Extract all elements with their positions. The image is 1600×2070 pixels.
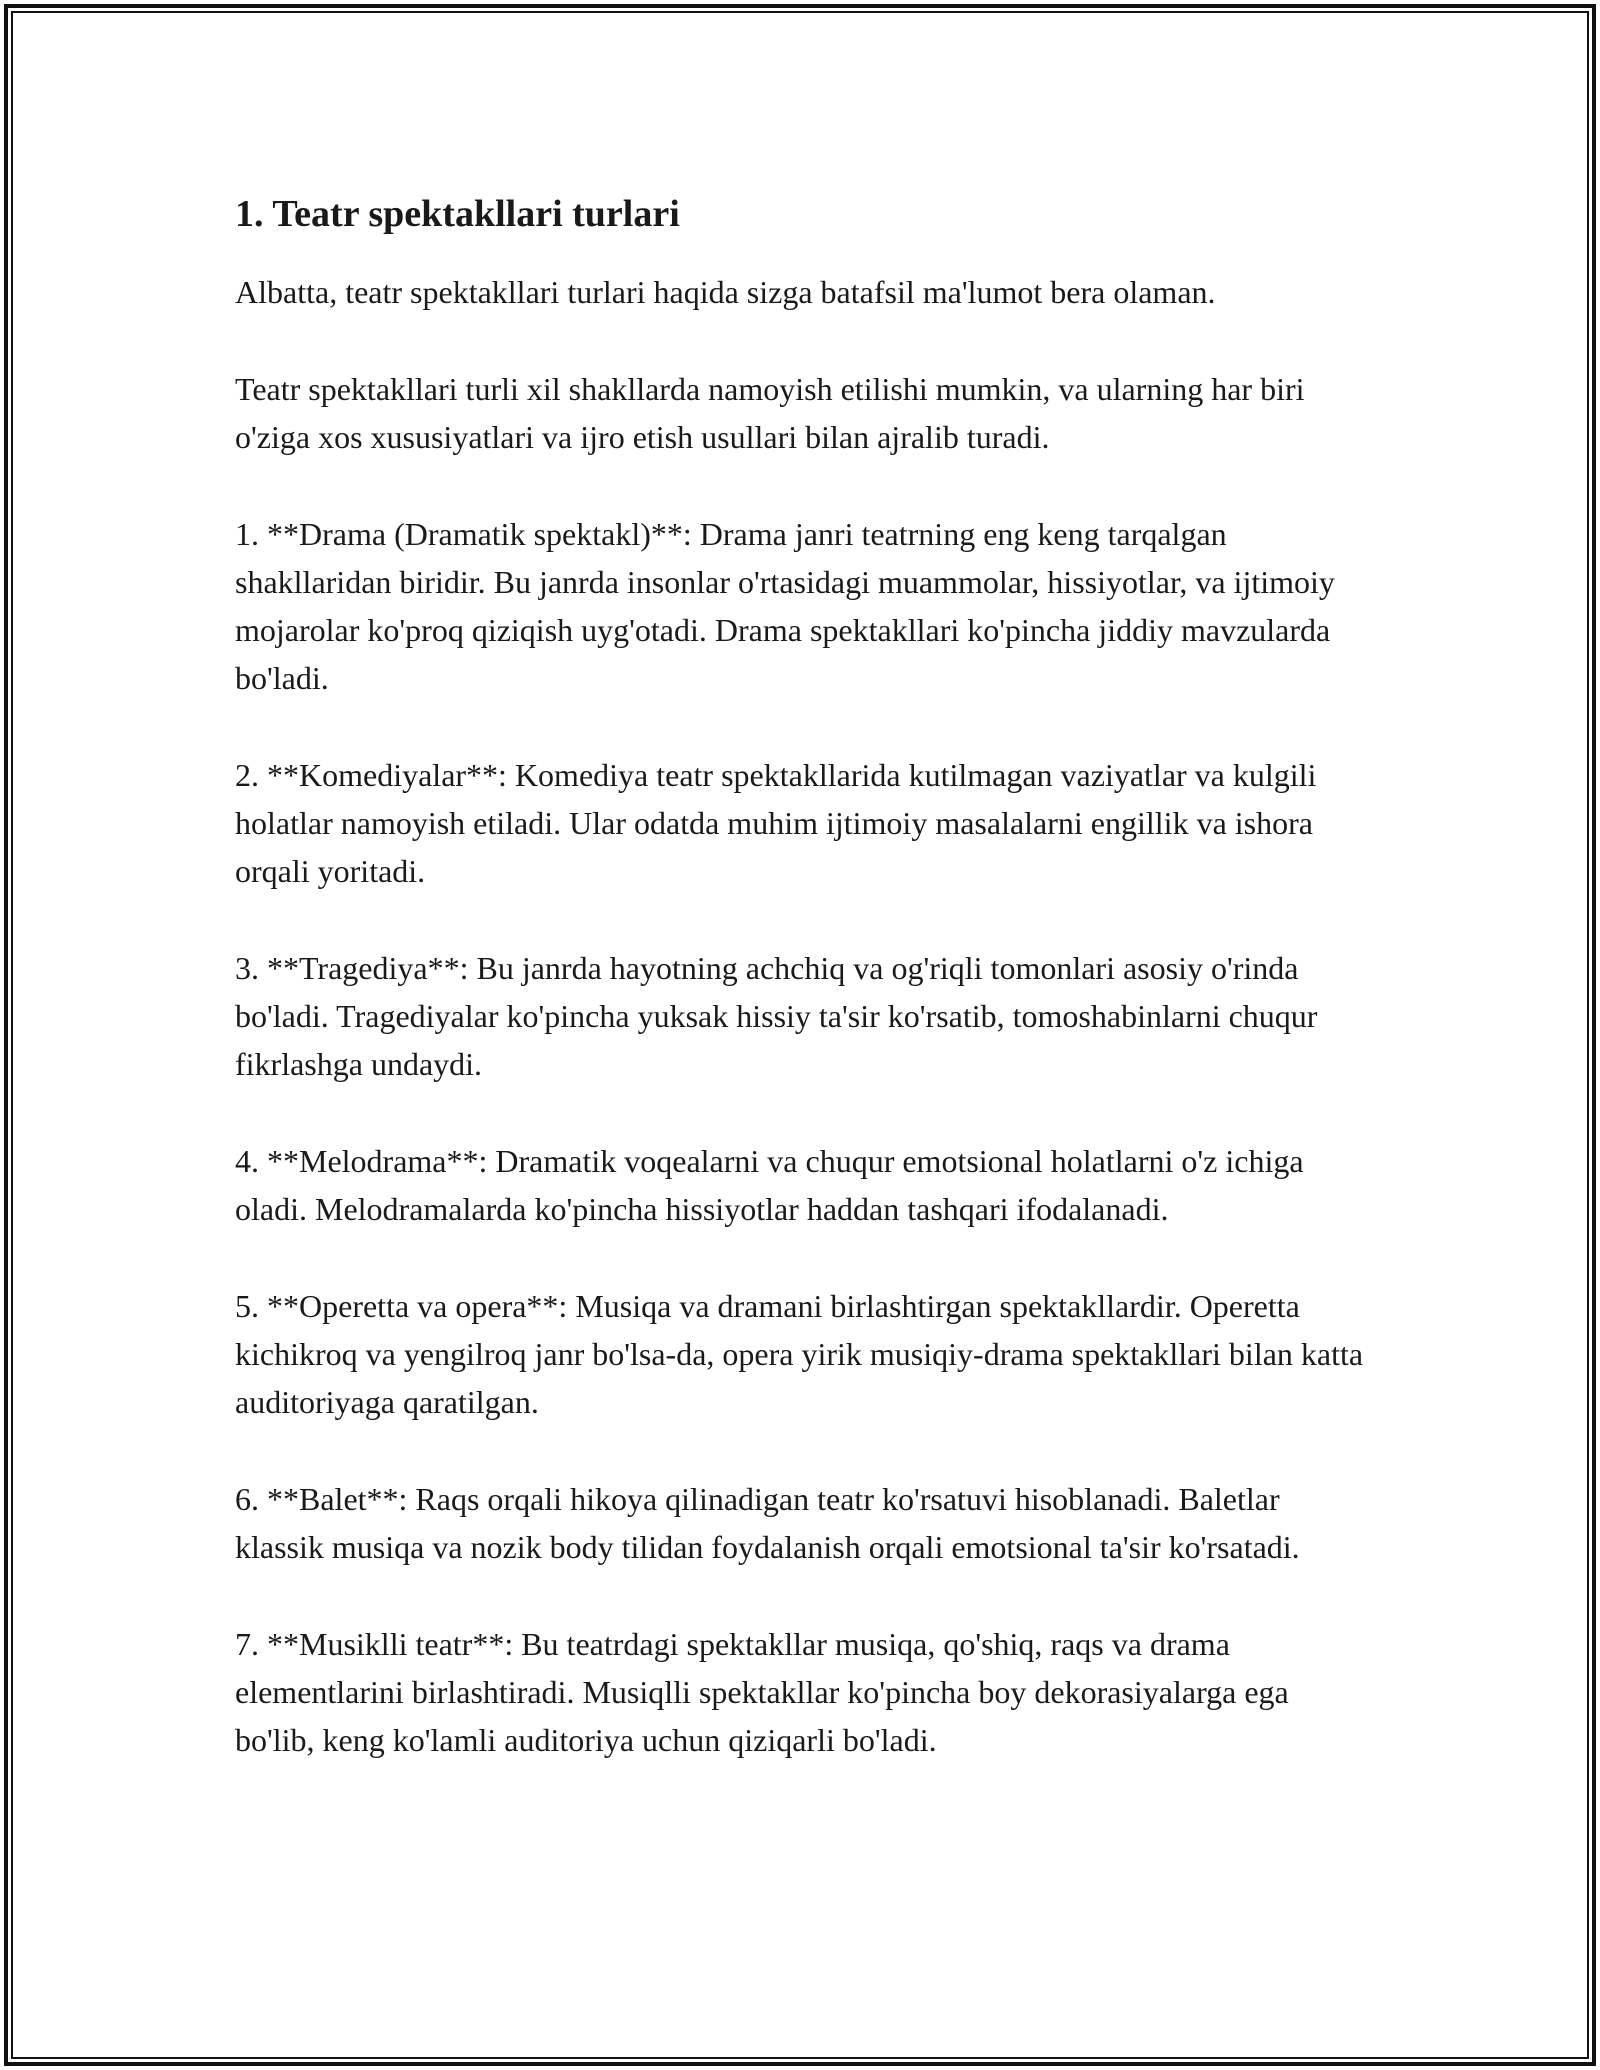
paragraph-intro: Albatta, teatr spektakllari turlari haqida sizga batafsil ma'lumot bera olaman. xyxy=(235,274,1216,310)
paragraph-musiklli-teatr: 7. **Musiklli teatr**: Bu teatrdagi spektakllar musiqa, qo'shiq, raqs va drama elementlarini birlashtiradi. Musiqlli spektakllar ko'pincha boy dekorasiyalarga ega bo'lib, keng ko'lamli auditoriya uchun qiziqarli bo'ladi. xyxy=(235,1626,1289,1758)
paragraph-operetta-opera: 5. **Operetta va opera**: Musiqa va dramani birlashtirgan spektakllardir. Operetta kichikroq va yengilroq janr bo'lsa-da, opera yirik musiqiy-drama spektakllari bilan katta auditoriyaga qaratilgan. xyxy=(235,1288,1364,1420)
document-title: 1. Teatr spektakllari turlari xyxy=(235,193,680,235)
paragraph-balet: 6. **Balet**: Raqs orqali hikoya qilinadigan teatr ko'rsatuvi hisoblanadi. Baletlar klassik musiqa va nozik body tilidan foydalanish orqali emotsional ta'sir ko'rsatadi. xyxy=(235,1481,1300,1565)
paragraph-tragediya: 3. **Tragediya**: Bu janrda hayotning achchiq va og'riqli tomonlari asosiy o'rinda bo'ladi. Tragediyalar ko'pincha yuksak hissiy ta'sir ko'rsatib, tomoshabinlarni chuqur fikrlashga undaydi. xyxy=(235,950,1318,1082)
paragraph-overview: Teatr spektakllari turli xil shakllarda namoyish etilishi mumkin, va ularning har biri o'ziga xos xususiyatlari va ijro etish usullari bilan ajralib turadi. xyxy=(235,371,1305,455)
paragraph-melodrama: 4. **Melodrama**: Dramatik voqealarni va chuqur emotsional holatlarni o'z ichiga oladi. Melodramalarda ko'pincha hissiyotlar haddan tashqari ifodalanadi. xyxy=(235,1143,1304,1227)
document-body xyxy=(235,190,1375,1813)
paragraph-komediyalar: 2. **Komediyalar**: Komediya teatr spektakllarida kutilmagan vaziyatlar va kulgili holatlar namoyish etiladi. Ular odatda muhim ijtimoiy masalalarni engillik va ishora orqali yoritadi. xyxy=(235,757,1317,889)
paragraph-drama: 1. **Drama (Dramatik spektakl)**: Drama janri teatrning eng keng tarqalgan shakllaridan biridir. Bu janrda insonlar o'rtasidagi muammolar, hissiyotlar, va ijtimoiy mojarolar ko'proq qiziqish uyg'otadi. Drama spektakllari ko'pincha jiddiy mavzularda bo'ladi. xyxy=(235,516,1335,696)
